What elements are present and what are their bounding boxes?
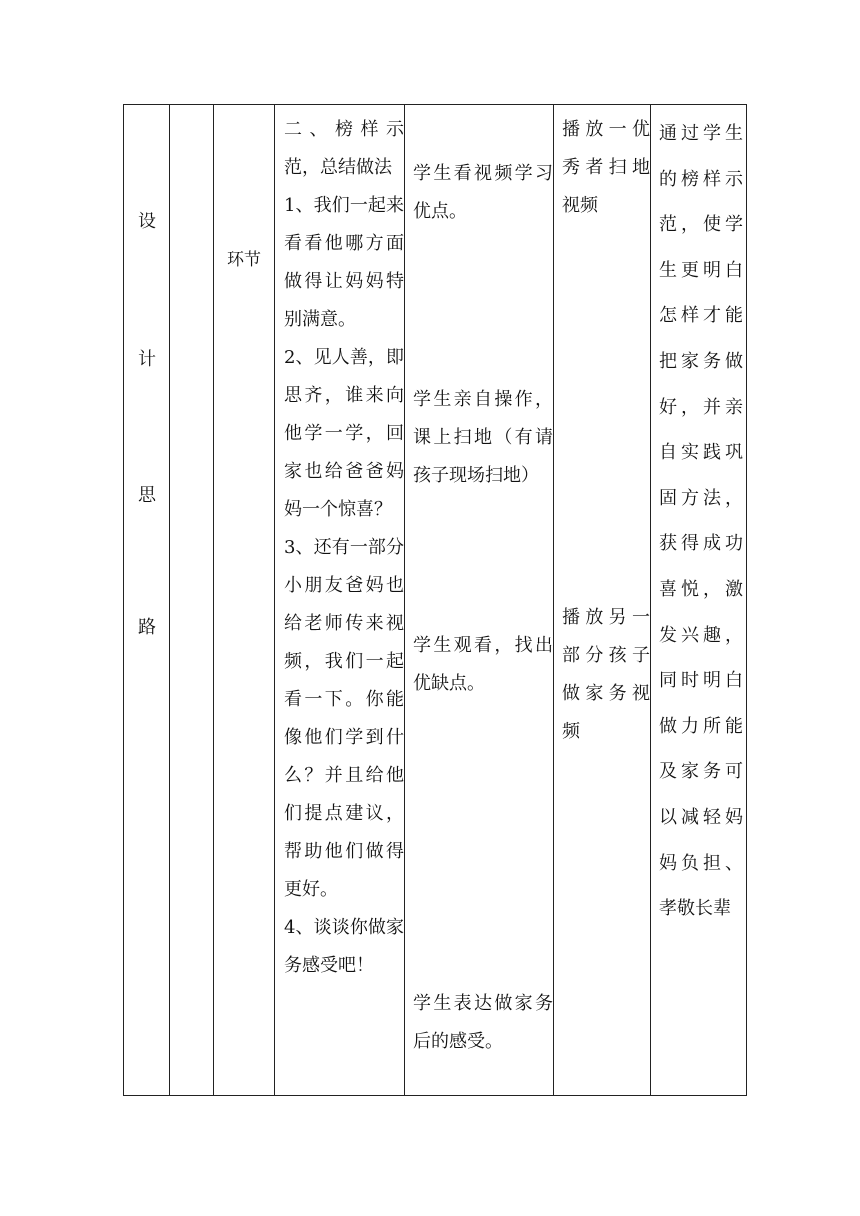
student-activity: 学生表达做家务后的感受。 xyxy=(413,993,553,1052)
activity-heading: 二、榜样示范，总结做法 xyxy=(284,119,404,178)
media-note: 播放一优秀者扫地视频 xyxy=(562,119,650,216)
column-divider xyxy=(650,105,651,1095)
lesson-plan-table xyxy=(123,104,747,1096)
design-label-char: 路 xyxy=(138,617,156,638)
activity-step: 1、我们一起来看看他哪方面做得让妈妈特别满意。 xyxy=(284,195,404,330)
student-activity: 学生看视频学习优点。 xyxy=(413,163,553,222)
column-divider xyxy=(274,105,275,1095)
stage-label: 环节 xyxy=(227,250,261,270)
design-label-char: 思 xyxy=(138,485,156,506)
teacher-activity xyxy=(284,111,404,985)
design-label-char: 设 xyxy=(138,211,156,232)
student-activity: 学生观看，找出优缺点。 xyxy=(413,635,553,694)
activity-step: 4、谈谈你做家务感受吧！ xyxy=(284,917,404,976)
design-intent: 通过学生的榜样示范，使学生更明白怎样才能把家务做好，并亲自实践巩固方法，获得成功喜悦，激发兴趣，同时明白做力所能及家务可以减轻妈妈负担、孝敬长辈 xyxy=(659,123,743,920)
media-note: 播放另一部分孩子做家务视频 xyxy=(562,607,650,742)
column-divider xyxy=(404,105,405,1095)
activity-step: 2、见人善，即思齐，谁来向他学一学，回家也给爸爸妈妈一个惊喜？ xyxy=(284,347,404,520)
column-divider xyxy=(553,105,554,1095)
design-label-char: 计 xyxy=(138,349,156,370)
student-activity: 学生亲自操作，课上扫地（有请孩子现场扫地） xyxy=(413,389,553,486)
column-divider xyxy=(169,105,170,1095)
activity-step: 3、还有一部分小朋友爸妈也给老师传来视频，我们一起看一下。你能像他们学到什么？并且给他们提点建议，帮助他们做得更好。 xyxy=(284,537,404,900)
